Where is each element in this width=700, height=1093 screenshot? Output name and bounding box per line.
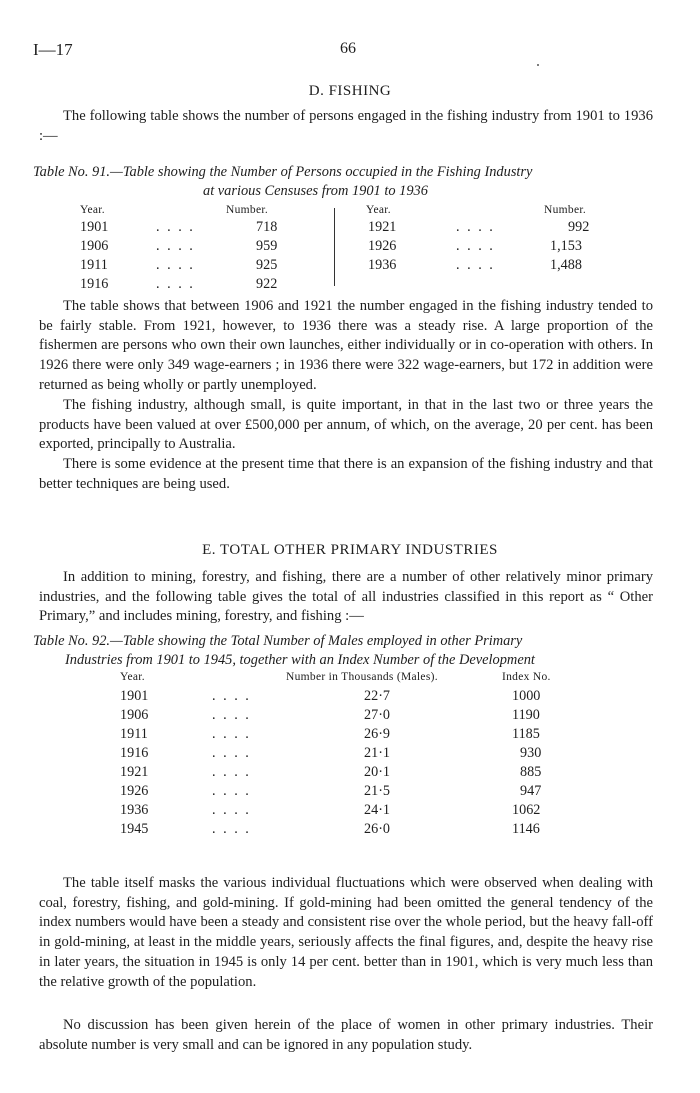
section-e-intro: In addition to mining, forestry, and fishing, there are a number of other relatively minor primary industries, and the following table gives the total of all industries classified in this report as “ Other Primary,” and includes mining, forestry, and fishing :—	[39, 569, 653, 625]
leader-dots: . . . .	[212, 688, 251, 704]
table-92-year: 1916	[120, 745, 149, 761]
table-92-year: 1911	[120, 726, 148, 742]
table-92-caption-line2: Industries from 1901 to 1945, together with an Index Number of the Development	[65, 652, 535, 668]
table-92-header-index: Index No.	[502, 671, 551, 683]
section-d-heading: D. FISHING	[308, 83, 392, 99]
leader-dots: . . . .	[212, 707, 251, 723]
table-92-index: 885	[520, 764, 542, 780]
leader-dots: . . . .	[456, 238, 495, 254]
table-92-number: 24·1	[364, 802, 391, 818]
table-92-caption	[33, 632, 653, 670]
table-91-caption	[33, 163, 653, 201]
table-92-year: 1901	[120, 688, 149, 704]
leader-dots: . . . .	[212, 764, 251, 780]
table-91-caption-line1: Table No. 91.—Table showing the Number of Persons occupied in the Fishing Industry	[33, 164, 533, 180]
table-91-header-number-right: Number.	[544, 204, 587, 216]
table-92-index: 947	[520, 783, 542, 799]
table-91-year: 1916	[80, 276, 109, 292]
leader-dots: . . . .	[212, 726, 251, 742]
leader-dots: . . . .	[212, 802, 251, 818]
table-92-header-year: Year.	[120, 671, 145, 683]
table-92-number: 20·1	[364, 764, 391, 780]
table-92-number: 26·0	[364, 821, 391, 837]
table-91-number: 718	[256, 219, 278, 235]
table-91-year: 1911	[80, 257, 108, 273]
table-91-number: 959	[256, 238, 278, 254]
table-92-number: 27·0	[364, 707, 391, 723]
leader-dots: . . . .	[156, 257, 195, 273]
table-91-year: 1926	[368, 238, 397, 254]
section-d-para-2: The fishing industry, although small, is quite important, in that in the last two or three years the products have been valued at over £500,000 per annum, of which, on the average, 20 per cent. has been exported, principally to Australia.	[39, 397, 653, 453]
table-92-index: 1062	[512, 802, 541, 818]
leader-dots: . . . .	[212, 745, 251, 761]
section-d-intro: The following table shows the number of persons engaged in the fishing industry from 1901 to 1936 :—	[39, 108, 653, 144]
table-91-number: 925	[256, 257, 278, 273]
section-d-para-1: The table shows that between 1906 and 1921 the number engaged in the fishing industry tended to be fairly stable. From 1921, however, to 1936 there was a steady rise. A large proportion of the fishermen are persons who own their own launches, either individually or in co-operation with others. In 1926 there were only 349 wage-earners ; in 1936 there were 322 wage-earners, but 172 in addition were returned as being wholly or partly unemployed.	[39, 298, 653, 393]
leader-dots: . . . .	[156, 238, 195, 254]
table-92-year: 1926	[120, 783, 149, 799]
leader-dots: . . . .	[156, 219, 195, 235]
table-92-caption-line1: Table No. 92.—Table showing the Total Number of Males employed in other Primary	[33, 633, 523, 649]
table-91-year: 1901	[80, 219, 109, 235]
table-91-year: 1921	[368, 219, 397, 235]
table-91-number: 1,488	[550, 257, 582, 273]
table-91-caption-line2: at various Censuses from 1901 to 1936	[203, 183, 428, 199]
table-91-number: 922	[256, 276, 278, 292]
page-id: I—17	[33, 40, 73, 59]
leader-dots: . . . .	[456, 219, 495, 235]
table-92-number: 21·5	[364, 783, 391, 799]
table-91-divider	[334, 208, 335, 286]
table-92-index: 1146	[512, 821, 540, 837]
table-92	[108, 671, 578, 881]
table-92-index: 930	[520, 745, 542, 761]
section-e-heading: E. TOTAL OTHER PRIMARY INDUSTRIES	[202, 542, 498, 558]
table-92-index: 1185	[512, 726, 540, 742]
section-d-para-3: There is some evidence at the present time that there is an expansion of the fishing industry and that better techniques are being used.	[39, 456, 653, 492]
leader-dots: . . . .	[212, 821, 251, 837]
table-91-header-year-left: Year.	[80, 204, 105, 216]
table-92-year: 1906	[120, 707, 149, 723]
table-91-year: 1936	[368, 257, 397, 273]
table-91-header-number-left: Number.	[226, 204, 269, 216]
table-91-number: 1,153	[550, 238, 582, 254]
table-92-header-number: Number in Thousands (Males).	[286, 671, 438, 683]
table-91-header-year-right: Year.	[366, 204, 391, 216]
table-92-number: 22·7	[364, 688, 391, 704]
page-number: 66	[340, 40, 356, 57]
table-92-year: 1921	[120, 764, 149, 780]
section-e-para-2: No discussion has been given herein of the place of women in other primary industries. Their absolute number is very small and can be ignored in any population study.	[39, 1017, 653, 1053]
table-92-year: 1936	[120, 802, 149, 818]
table-92-index: 1190	[512, 707, 540, 723]
leader-dots: . . . .	[156, 276, 195, 292]
table-92-number: 26·9	[364, 726, 391, 742]
table-91-number: 992	[568, 219, 590, 235]
table-91	[78, 204, 618, 292]
table-91-year: 1906	[80, 238, 109, 254]
leader-dots: . . . .	[456, 257, 495, 273]
table-92-year: 1945	[120, 821, 149, 837]
section-e-para-1: The table itself masks the various individual fluctuations which were observed when dealing with coal, forestry, fishing, and gold-mining. If gold-mining had been omitted the general tendency of the index numbers would have been a steady and consistent rise over the whole period, but the heavy fall-off in gold-mining, at least in the middle years, seriously affects the final figures, and, despite the heavy rise in later years, the situation in 1945 is only 14 per cent. better than in 1901, which is very much less than the relative growth of the population.	[39, 875, 653, 990]
speck	[537, 64, 539, 66]
table-92-number: 21·1	[364, 745, 391, 761]
leader-dots: . . . .	[212, 783, 251, 799]
table-92-index: 1000	[512, 688, 541, 704]
